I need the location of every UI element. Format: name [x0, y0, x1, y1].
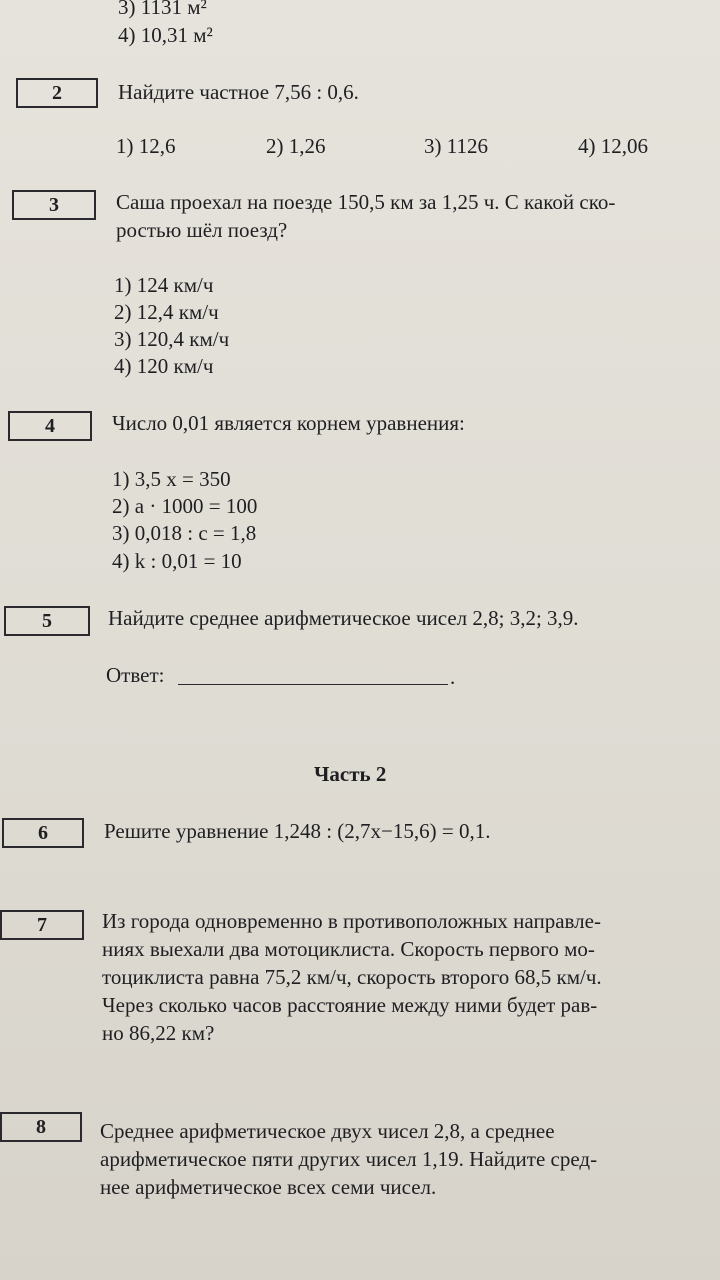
question-number-box: 4	[8, 411, 92, 441]
q2-option-3: 3) 1126	[424, 134, 488, 158]
q4-option-2: 2) a · 1000 = 100	[112, 494, 258, 518]
question-number-box: 3	[12, 190, 96, 220]
q3-option-4: 4) 120 км/ч	[114, 354, 214, 378]
question-8-line: арифметическое пяти других чисел 1,19. Найдите сред-	[100, 1147, 598, 1171]
q2-option-2: 2) 1,26	[266, 134, 326, 158]
q4-option-4: 4) k : 0,01 = 10	[112, 549, 242, 573]
question-7-line: Через сколько часов расстояние между ними будет рав-	[102, 993, 598, 1017]
question-7-line: тоциклиста равна 75,2 км/ч, скорость второго 68,5 км/ч.	[102, 965, 602, 989]
prev-option-4: 4) 10,31 м²	[118, 23, 213, 47]
question-8-line: нее арифметическое всех семи чисел.	[100, 1175, 437, 1199]
q2-option-1: 1) 12,6	[116, 134, 176, 158]
question-number-box: 6	[2, 818, 84, 848]
question-3-line-2: ростью шёл поезд?	[116, 218, 288, 242]
question-3-line-1: Саша проехал на поезде 150,5 км за 1,25 ч. С какой ско-	[116, 190, 616, 214]
q3-option-3: 3) 120,4 км/ч	[114, 327, 230, 351]
part-2-title: Часть 2	[314, 762, 387, 786]
q4-option-1: 1) 3,5 x = 350	[112, 467, 231, 491]
q3-option-1: 1) 124 км/ч	[114, 273, 214, 297]
question-number-box: 7	[0, 910, 84, 940]
question-4-text: Число 0,01 является корнем уравнения:	[112, 411, 465, 435]
question-number-box: 8	[0, 1112, 82, 1142]
question-7-line: но 86,22 км?	[102, 1021, 215, 1045]
prev-option-3: 3) 1131 м²	[118, 0, 207, 19]
answer-end-period: .	[450, 665, 456, 689]
answer-blank-line[interactable]	[178, 684, 448, 685]
q2-option-4: 4) 12,06	[578, 134, 648, 158]
q4-option-3: 3) 0,018 : c = 1,8	[112, 521, 257, 545]
question-2-text: Найдите частное 7,56 : 0,6.	[118, 80, 359, 104]
answer-label: Ответ:	[106, 663, 165, 687]
question-7-line: Из города одновременно в противоположных направле-	[102, 909, 601, 933]
question-number-box: 2	[16, 78, 98, 108]
question-7-line: ниях выехали два мотоциклиста. Скорость первого мо-	[102, 937, 595, 961]
question-6-text: Решите уравнение 1,248 : (2,7x−15,6) = 0,1.	[104, 819, 491, 843]
question-5-text: Найдите среднее арифметическое чисел 2,8; 3,2; 3,9.	[108, 606, 579, 630]
question-8-line: Среднее арифметическое двух чисел 2,8, а среднее	[100, 1119, 555, 1143]
q3-option-2: 2) 12,4 км/ч	[114, 300, 219, 324]
question-number-box: 5	[4, 606, 90, 636]
